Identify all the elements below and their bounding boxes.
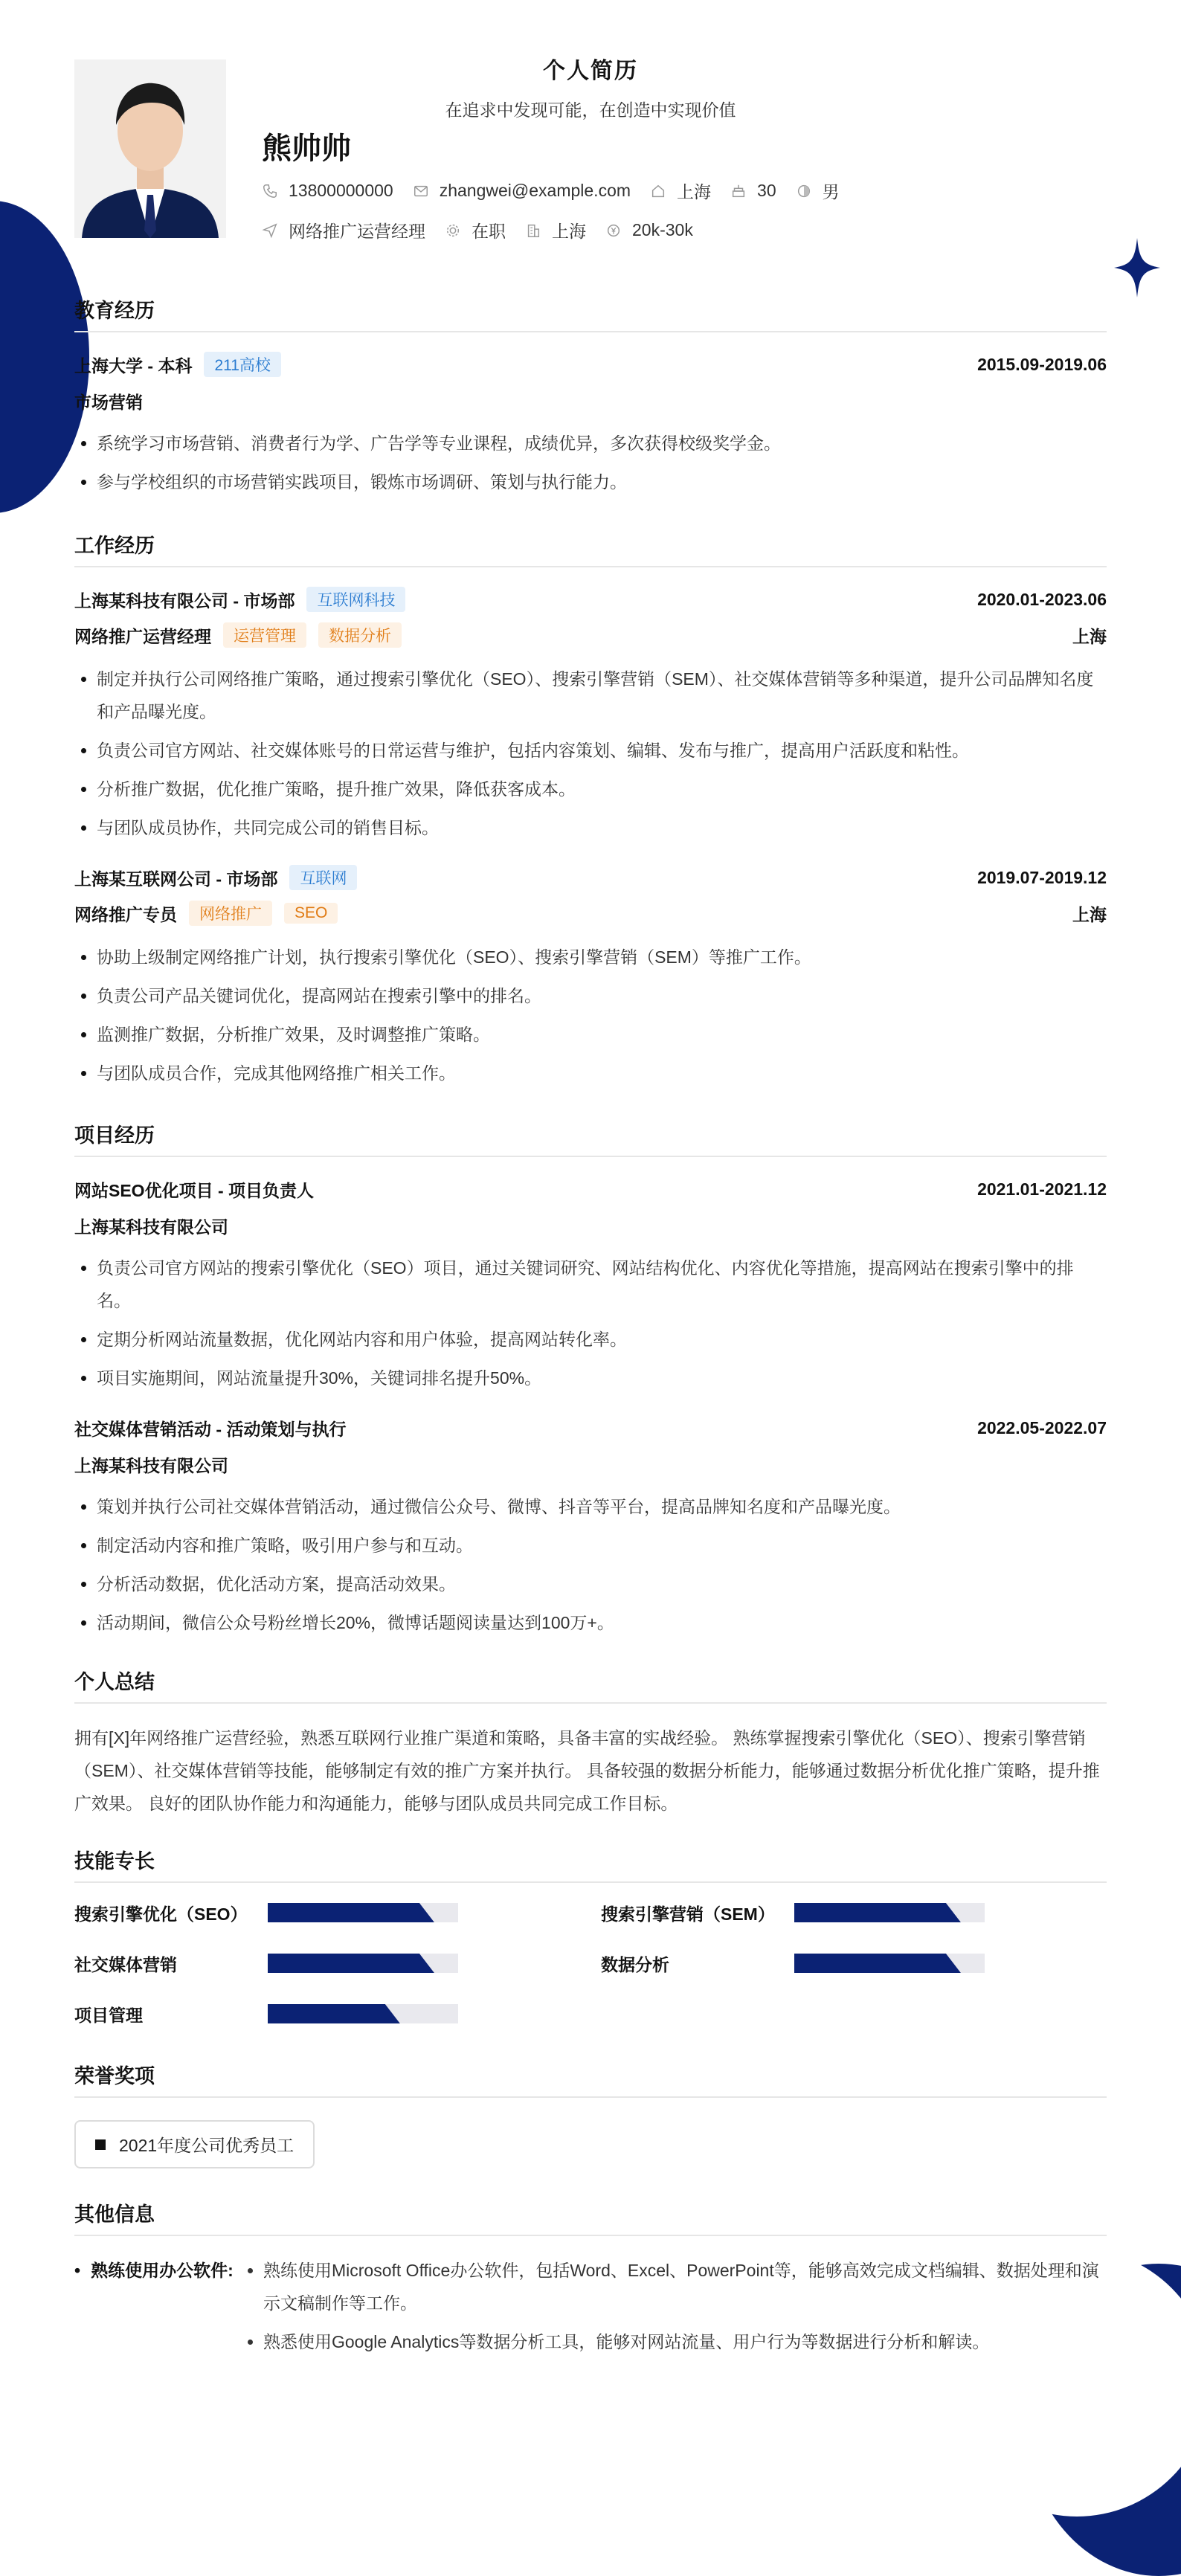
target-position-text: 网络推广运营经理 bbox=[289, 222, 425, 241]
phone-text: 13800000000 bbox=[289, 181, 393, 200]
awards-section bbox=[74, 2060, 1107, 2168]
send-icon bbox=[262, 222, 278, 239]
industry-tag: 互联网 bbox=[289, 865, 357, 890]
company-name: 上海某互联网公司 - 市场部 bbox=[74, 869, 278, 889]
role-tag: 数据分析 bbox=[318, 622, 402, 648]
skill-item bbox=[601, 1901, 1107, 1925]
project-bullets bbox=[74, 1490, 1107, 1639]
education-entry bbox=[74, 350, 1107, 498]
list-item: • 负责公司产品关键词优化，提高网站在搜索引擎中的排名。 bbox=[97, 979, 1107, 1012]
target-city-text: 上海 bbox=[552, 222, 586, 241]
age-item bbox=[730, 181, 776, 201]
role-tag: SEO bbox=[284, 903, 338, 924]
section-title: 荣誉奖项 bbox=[74, 2060, 1107, 2098]
phone-item bbox=[262, 181, 393, 201]
list-item: • 系统学习市场营销、消费者行为学、广告学等专业课程，成绩优异，多次获得校级奖学金。 bbox=[97, 427, 1107, 460]
skill-bar bbox=[268, 1954, 458, 1973]
award-text: 2021年度公司优秀员工 bbox=[119, 2136, 295, 2155]
home-icon bbox=[650, 183, 666, 199]
resume-slogan: 在追求中发现可能，在创造中实现价值 bbox=[445, 100, 736, 120]
list-item: • 策划并执行公司社交媒体营销活动，通过微信公众号、微博、抖音等平台，提高品牌知名度和产品曝光度。 bbox=[97, 1490, 1107, 1523]
square-bullet-icon bbox=[95, 2139, 106, 2150]
status-text: 在职 bbox=[472, 222, 506, 241]
skill-item bbox=[601, 1951, 1107, 1975]
skill-fill bbox=[268, 1954, 434, 1973]
salary-text: 20k-30k bbox=[632, 220, 693, 239]
mail-icon bbox=[413, 183, 429, 199]
work-location: 上海 bbox=[1072, 626, 1107, 646]
profile-photo bbox=[74, 59, 226, 238]
list-item: • 监测推广数据，分析推广效果，及时调整推广策略。 bbox=[97, 1018, 1107, 1051]
section-title: 技能专长 bbox=[74, 1845, 1107, 1883]
project-date: 2021.01-2021.12 bbox=[977, 1179, 1107, 1199]
project-entry bbox=[74, 1175, 1107, 1394]
other-bullets bbox=[236, 2254, 1107, 2364]
list-item: • 制定活动内容和推广策略，吸引用户参与和互动。 bbox=[97, 1529, 1107, 1562]
gender-icon bbox=[796, 183, 812, 199]
city-item bbox=[650, 178, 711, 203]
project-company: 上海某科技有限公司 bbox=[74, 1456, 228, 1475]
gender-item bbox=[796, 178, 840, 203]
phone-icon bbox=[262, 183, 278, 199]
work-entry bbox=[74, 585, 1107, 844]
project-entry bbox=[74, 1414, 1107, 1639]
role-name: 网络推广运营经理 bbox=[74, 626, 211, 646]
list-item: • 定期分析网站流量数据，优化网站内容和用户体验，提高网站转化率。 bbox=[97, 1323, 1107, 1356]
cake-icon bbox=[730, 183, 747, 199]
project-name: 社交媒体营销活动 - 活动策划与执行 bbox=[74, 1419, 347, 1439]
project-bullets bbox=[74, 1252, 1107, 1394]
section-title: 工作经历 bbox=[74, 529, 1107, 567]
industry-tag: 互联网科技 bbox=[306, 587, 405, 612]
target-city-item bbox=[525, 218, 586, 242]
skill-name: 搜索引擎优化（SEO） bbox=[74, 1904, 248, 1924]
skills-grid bbox=[74, 1901, 1107, 2026]
resume-page bbox=[74, 0, 1107, 2364]
target-position-item bbox=[262, 218, 425, 242]
section-title: 项目经历 bbox=[74, 1119, 1107, 1157]
work-date: 2020.01-2023.06 bbox=[977, 589, 1107, 609]
role-tag: 运营管理 bbox=[223, 622, 306, 648]
skills-section bbox=[74, 1845, 1107, 2026]
work-bullets bbox=[74, 663, 1107, 844]
list-item: • 分析推广数据，优化推广策略，提升推广效果，降低获客成本。 bbox=[97, 773, 1107, 805]
skill-fill bbox=[268, 2004, 400, 2023]
summary-section bbox=[74, 1666, 1107, 1820]
skill-fill bbox=[268, 1903, 434, 1922]
other-info bbox=[74, 2254, 1107, 2364]
list-item: • 与团队成员合作，完成其他网络推广相关工作。 bbox=[97, 1057, 1107, 1089]
list-item: • 熟悉使用Google Analytics等数据分析工具，能够对网站流量、用户行为等数据进行分析和解读。 bbox=[263, 2325, 1107, 2358]
skill-item bbox=[74, 1901, 601, 1925]
list-item: • 分析活动数据，优化活动方案，提高活动效果。 bbox=[97, 1568, 1107, 1600]
skill-name: 搜索引擎营销（SEM） bbox=[601, 1904, 775, 1924]
skill-item bbox=[74, 2002, 601, 2026]
work-date: 2019.07-2019.12 bbox=[977, 867, 1107, 887]
email-text: zhangwei@example.com bbox=[439, 181, 631, 200]
skill-bar bbox=[794, 1903, 985, 1922]
work-section bbox=[74, 529, 1107, 1089]
section-title: 其他信息 bbox=[74, 2198, 1107, 2236]
education-date: 2015.09-2019.06 bbox=[977, 354, 1107, 374]
money-icon bbox=[605, 222, 622, 239]
skill-bar bbox=[268, 1903, 458, 1922]
project-date: 2022.05-2022.07 bbox=[977, 1417, 1107, 1437]
skill-item bbox=[74, 1951, 601, 1975]
skill-name: 社交媒体营销 bbox=[74, 1954, 177, 1974]
age-text: 30 bbox=[757, 181, 776, 200]
sparkle-star-icon bbox=[1114, 238, 1160, 297]
summary-text: 拥有[X]年网络推广运营经验，熟悉互联网行业推广渠道和策略，具备丰富的实战经验。 熟练掌握搜索引擎优化（SEO）、搜索引擎营销（SEM）、社交媒体营销等技能，能够制定有效的推广方案并执行。 具备较强的数据分析能力，能够通过数据分析优化推广策略，提升推广效果。 良好的团队协作能力和沟通能力，能够与团队成员共同完成工作目标。 bbox=[74, 1728, 1100, 1813]
school-tag: 211高校 bbox=[204, 352, 280, 377]
school-name: 上海大学 - 本科 bbox=[74, 355, 193, 376]
other-section bbox=[74, 2198, 1107, 2364]
project-name: 网站SEO优化项目 - 项目负责人 bbox=[74, 1180, 315, 1200]
education-bullets bbox=[74, 427, 1107, 498]
list-item: • 负责公司官方网站、社交媒体账号的日常运营与维护，包括内容策划、编辑、发布与推广，提高用户活跃度和粘性。 bbox=[97, 734, 1107, 767]
list-item: • 制定并执行公司网络推广策略，通过搜索引擎优化（SEO）、搜索引擎营销（SEM）、社交媒体营销等多种渠道，提升公司品牌知名度和产品曝光度。 bbox=[97, 663, 1107, 728]
education-section bbox=[74, 294, 1107, 498]
other-label: • 熟练使用办公软件: bbox=[74, 2254, 236, 2364]
projects-section bbox=[74, 1119, 1107, 1639]
work-entry bbox=[74, 863, 1107, 1089]
work-bullets bbox=[74, 941, 1107, 1089]
city-text: 上海 bbox=[677, 182, 712, 202]
list-item: • 与团队成员协作，共同完成公司的销售目标。 bbox=[97, 811, 1107, 844]
major-name: 市场营销 bbox=[74, 393, 143, 412]
building-icon bbox=[525, 222, 541, 239]
email-item bbox=[413, 181, 631, 201]
skill-fill bbox=[794, 1903, 961, 1922]
section-title: 个人总结 bbox=[74, 1666, 1107, 1704]
skill-bar bbox=[268, 2004, 458, 2023]
skill-bar bbox=[794, 1954, 985, 1973]
list-item: • 参与学校组织的市场营销实践项目，锻炼市场调研、策划与执行能力。 bbox=[97, 466, 1107, 498]
role-tag: 网络推广 bbox=[189, 901, 272, 926]
list-item: • 活动期间，微信公众号粉丝增长20%，微博话题阅读量达到100万+。 bbox=[97, 1606, 1107, 1639]
work-location: 上海 bbox=[1072, 904, 1107, 924]
list-item: • 负责公司官方网站的搜索引擎优化（SEO）项目，通过关键词研究、网站结构优化、内容优化等措施，提高网站在搜索引擎中的排名。 bbox=[97, 1252, 1107, 1317]
role-name: 网络推广专员 bbox=[74, 904, 177, 924]
skill-fill bbox=[794, 1954, 961, 1973]
section-title: 教育经历 bbox=[74, 294, 1107, 332]
job-intent-row bbox=[262, 218, 712, 242]
contact-row bbox=[262, 178, 859, 203]
salary-item bbox=[605, 220, 693, 240]
status-gear-icon bbox=[445, 222, 461, 239]
project-company: 上海某科技有限公司 bbox=[74, 1217, 228, 1237]
resume-title: 个人简历 bbox=[543, 59, 638, 83]
list-item: • 协助上级制定网络推广计划，执行搜索引擎优化（SEO）、搜索引擎营销（SEM）等推广工作。 bbox=[97, 941, 1107, 973]
award-badge bbox=[74, 2120, 315, 2168]
status-item bbox=[445, 218, 506, 242]
skill-name: 数据分析 bbox=[601, 1954, 669, 1974]
resume-header bbox=[74, 0, 1107, 297]
candidate-name: 熊帅帅 bbox=[262, 132, 351, 165]
list-item: • 熟练使用Microsoft Office办公软件，包括Word、Excel、PowerPoint等，能够高效完成文档编辑、数据处理和演示文稿制作等工作。 bbox=[263, 2254, 1107, 2319]
list-item: • 项目实施期间，网站流量提升30%，关键词排名提升50%。 bbox=[97, 1362, 1107, 1394]
gender-text: 男 bbox=[822, 182, 840, 202]
company-name: 上海某科技有限公司 - 市场部 bbox=[74, 590, 295, 611]
skill-name: 项目管理 bbox=[74, 2005, 143, 2025]
